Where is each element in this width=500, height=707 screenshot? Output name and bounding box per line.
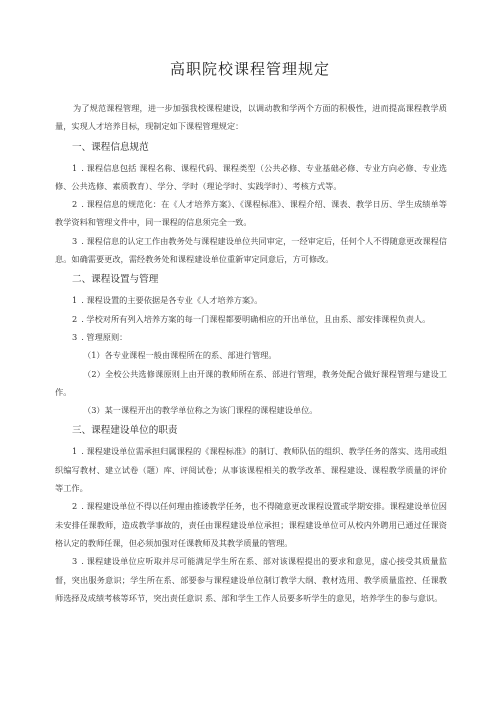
item-text: . 课程信息的规范化：在《人才培养方案》、《课程标准》、课程介绍、课表、教学日历、学生成绩单等教学资料和管理文件中，同一课程的信息须完全一致。 [55,199,447,228]
item-number: 3 [72,235,78,246]
section-3-item-3 [55,552,447,607]
section-2-sub-3: （3）某一课程开出的教学单位称之为该门课程的课程建设单位。 [83,405,318,416]
item-text: . 课程建设单位不得以任何理由推诿教学任务，也不得随意更改课程设置或学期安排。课程建设单位因未安排任课教师，造成教学事故的，责任由课程建设单位承担；课程建设单位可从校内外聘用已通过任课资格认定的教师任课，但必须加强对任课教师及其教学质量的管理。 [55,501,447,548]
item-number: 2 [72,313,78,324]
item-text: . 课程设置的主要依据是各专业《人才培养方案》。 [81,295,263,306]
item-number: 1 [72,162,78,173]
section-1-item-2 [55,195,447,232]
section-heading-3: 三、课程建设单位的职责 [72,425,178,437]
section-2-item-3 [55,328,447,346]
section-1-item-3 [55,232,447,269]
item-number: 2 [72,501,78,512]
section-heading-1: 一、课程信息规范 [72,141,149,153]
section-2-item-1 [55,291,447,309]
section-3-item-1 [55,442,447,497]
item-number: 3 [72,556,78,567]
document-body [55,99,447,607]
section-2-item-2 [55,310,447,328]
intro-paragraph: 为了规范课程管理，进一步加强我校课程建设，以调动教和学两个方面的积极性，进而提高课程教学质量，实现人才培养目标，现制定如下课程管理规定： [55,103,447,132]
section-2-sub-2: （2）全校公共选修课原则上由开课的教师所在系、部进行管理，教务处配合做好课程管理与建设工作。 [55,368,447,397]
item-text: . 课程信息的认定工作由教务处与课程建设单位共同审定，一经审定后，任何个人不得随意更改课程信息。如确需要更改，需经教务处和课程建设单位重新审定同意后，方可修改。 [55,235,447,265]
item-text: . 课程建设单位需承担归属课程的《课程标准》的制订、教师队伍的组织、教学任务的落实、选用或组织编写教材、建立试卷（题）库、评阅试卷；从事该课程相关的教学改革、课程建设、课程教学质量的评价等工作。 [55,446,447,494]
section-1-item-1 [55,159,447,196]
section-2-sub-1: （1）各专业课程一般由课程所在的系、部进行管理。 [83,350,277,361]
page-title: 高职院校课程管理规定 [169,60,330,78]
item-text: . 课程建设单位应听取并尽可能满足学生所在系、部对该课程提出的要求和意见，虚心接受其质量监督，突出服务意识；学生所在系、部要参与课程建设单位制订教学大纲、教材选用、教学质量监控、任课教师选择及成绩考核等环节，突出责任意识 系、部和学生工作人员要多听学生的意见，培养学生的参与意识。 [55,556,447,603]
section-3-item-2 [55,497,447,552]
item-text: . 课程信息包括 课程名称、课程代码、课程类型（公共必修、专业基础必修、专业方向必修、专业选修、公共选修、素质教育）、学分、学时（理论学时、实践学时）、考核方式等。 [55,162,447,191]
item-number: 1 [72,446,78,457]
item-text: . 管理原则： [81,331,128,342]
item-text: . 学校对所有列入培养方案的每一门课程都要明确相应的开出单位，且由系、部安排课程负责人。 [81,313,431,324]
item-number: 2 [72,199,78,210]
item-number: 1 [72,295,78,306]
item-number: 3 [72,331,78,342]
section-heading-2: 二、课程设置与管理 [72,274,159,286]
